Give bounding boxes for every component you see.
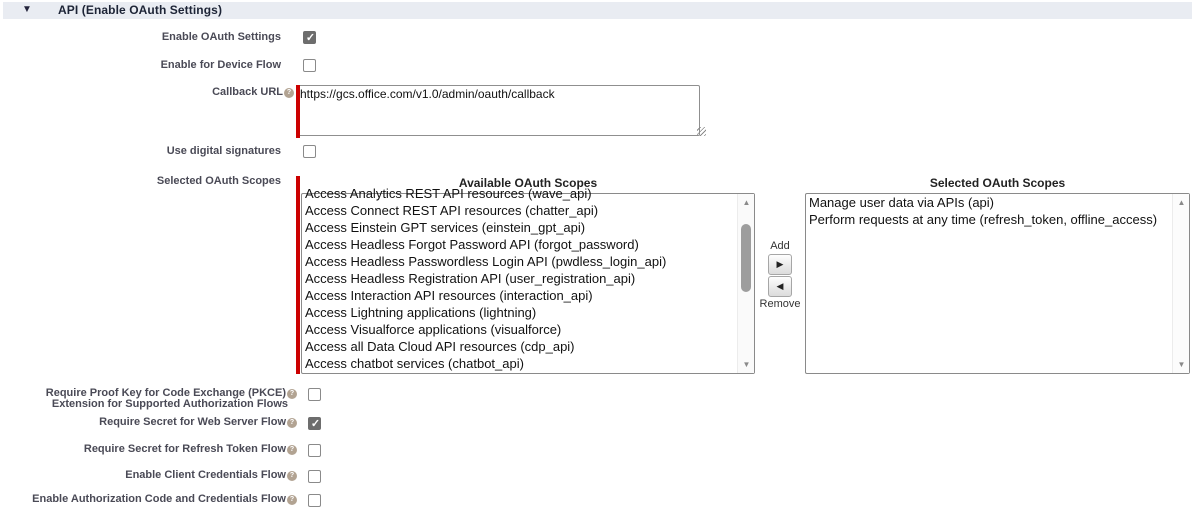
enable-oauth-label: Enable OAuth Settings bbox=[161, 31, 281, 43]
scroll-up-icon[interactable]: ▲ bbox=[742, 198, 751, 207]
refresh-token-secret-row bbox=[0, 442, 321, 457]
client-credentials-label: Enable Client Credentials Flow ? bbox=[0, 468, 297, 481]
client-credentials-help-icon[interactable]: ? bbox=[287, 471, 297, 481]
scope-option[interactable]: Access Headless Forgot Password API (forgot_password) bbox=[305, 237, 639, 252]
callback-url-required-bar bbox=[296, 85, 300, 138]
scope-option[interactable]: Access Headless Registration API (user_registration_api) bbox=[305, 271, 636, 286]
textarea-resize-handle[interactable] bbox=[697, 127, 706, 136]
auth-code-credentials-row bbox=[0, 492, 321, 507]
auth-code-credentials-label: Enable Authorization Code and Credentials Flow ? bbox=[0, 492, 297, 505]
refresh-token-secret-label: Require Secret for Refresh Token Flow ? bbox=[0, 442, 297, 455]
scope-option[interactable]: Manage user data via APIs (api) bbox=[809, 195, 994, 210]
digital-signatures-label: Use digital signatures bbox=[166, 145, 281, 157]
web-server-secret-label: Require Secret for Web Server Flow ? bbox=[0, 415, 297, 428]
pkce-checkbox[interactable] bbox=[308, 388, 321, 401]
scopes-required-bar bbox=[296, 176, 300, 374]
callback-url-help-icon[interactable]: ? bbox=[284, 88, 294, 98]
refresh-token-secret-help-icon[interactable]: ? bbox=[287, 445, 297, 455]
remove-scope-button[interactable]: ◀ bbox=[768, 276, 792, 297]
scope-option[interactable]: Access Lightning applications (lightning) bbox=[305, 305, 537, 320]
enable-oauth-row bbox=[0, 30, 316, 44]
device-flow-label: Enable for Device Flow bbox=[160, 59, 281, 71]
scope-option[interactable]: Access Visualforce applications (visualforce) bbox=[305, 322, 562, 337]
available-scopes-scrollbar[interactable] bbox=[737, 194, 754, 373]
selected-scopes-listbox[interactable] bbox=[805, 193, 1190, 374]
selected-scopes-scrollbar[interactable] bbox=[1172, 194, 1189, 373]
selected-scopes-header: Selected OAuth Scopes bbox=[929, 176, 1066, 190]
enable-oauth-checkbox[interactable] bbox=[303, 31, 316, 44]
selected-scopes-viewport bbox=[806, 194, 1172, 373]
scroll-down-icon[interactable]: ▼ bbox=[1177, 360, 1186, 369]
available-scopes-header: Available OAuth Scopes bbox=[458, 176, 598, 190]
digital-signatures-checkbox[interactable] bbox=[303, 145, 316, 158]
digital-signatures-row bbox=[0, 144, 316, 158]
scroll-down-icon[interactable]: ▼ bbox=[742, 360, 751, 369]
scroll-up-icon[interactable]: ▲ bbox=[1177, 198, 1186, 207]
web-server-secret-row bbox=[0, 415, 321, 430]
auth-code-credentials-help-icon[interactable]: ? bbox=[287, 495, 297, 505]
scope-option[interactable]: Access Analytics REST API resources (wave_api) bbox=[305, 186, 592, 201]
callback-url-row bbox=[0, 85, 700, 136]
client-credentials-row bbox=[0, 468, 321, 483]
collapse-section-icon[interactable]: ▼ bbox=[22, 4, 32, 15]
scope-option[interactable]: Access chatbot services (chatbot_api) bbox=[305, 356, 524, 371]
scope-option[interactable]: Access Interaction API resources (interaction_api) bbox=[305, 288, 593, 303]
scopes-row bbox=[0, 174, 281, 188]
section-header bbox=[3, 2, 1192, 19]
available-scopes-viewport bbox=[302, 186, 737, 373]
callback-url-input[interactable] bbox=[296, 85, 700, 136]
callback-url-label: Callback URL ? bbox=[0, 85, 294, 99]
scope-option[interactable]: Access all Data Cloud API resources (cdp_api) bbox=[305, 339, 575, 354]
refresh-token-secret-checkbox[interactable] bbox=[308, 444, 321, 457]
selected-scopes-label: Selected OAuth Scopes bbox=[156, 175, 281, 187]
scope-option[interactable]: Access Einstein GPT services (einstein_gpt_api) bbox=[305, 220, 586, 235]
pkce-label: Require Proof Key for Code Exchange (PKCE) ? Extension for Supported Authorization Flows bbox=[0, 386, 297, 410]
pkce-row bbox=[0, 386, 321, 410]
pkce-help-icon[interactable]: ? bbox=[287, 389, 297, 399]
section-title: API (Enable OAuth Settings) bbox=[58, 3, 223, 17]
available-scopes-listbox[interactable] bbox=[301, 186, 755, 374]
scrollbar-thumb[interactable] bbox=[741, 224, 751, 292]
scope-option[interactable]: Access Headless Passwordless Login API (pwdless_login_api) bbox=[305, 254, 667, 269]
add-remove-controls bbox=[755, 240, 805, 311]
device-flow-row bbox=[0, 58, 316, 72]
add-label: Add bbox=[770, 240, 790, 252]
add-scope-button[interactable]: ▶ bbox=[768, 254, 792, 275]
device-flow-checkbox[interactable] bbox=[303, 59, 316, 72]
web-server-secret-help-icon[interactable]: ? bbox=[287, 418, 297, 428]
client-credentials-checkbox[interactable] bbox=[308, 470, 321, 483]
auth-code-credentials-checkbox[interactable] bbox=[308, 494, 321, 507]
scope-option[interactable]: Access Connect REST API resources (chatter_api) bbox=[305, 203, 599, 218]
scope-option[interactable]: Perform requests at any time (refresh_token, offline_access) bbox=[809, 212, 1158, 227]
web-server-secret-checkbox[interactable] bbox=[308, 417, 321, 430]
remove-label: Remove bbox=[759, 298, 801, 310]
